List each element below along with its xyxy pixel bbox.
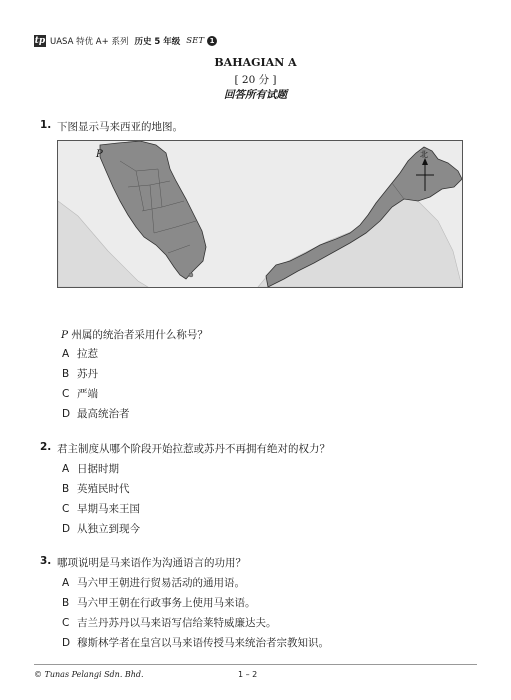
question-number: 3. (40, 555, 52, 567)
option-c[interactable]: C 早期马来王国 (62, 503, 140, 515)
section-title: BAHAGIAN A (214, 56, 297, 69)
state-reference: P (61, 329, 69, 341)
option-b[interactable]: B 英殖民时代 (62, 483, 130, 495)
option-a[interactable]: A 日据时期 (62, 463, 119, 475)
question-number: 1. (40, 119, 52, 131)
series-name: UASA 特优 A+ 系列 (50, 37, 129, 47)
set-number-badge: 1 (207, 36, 217, 46)
question-number: 2. (40, 441, 52, 453)
option-b[interactable]: B 马六甲王朝在行政事务上使用马来语。 (62, 597, 256, 609)
section-instruction: 回答所有试题 (224, 89, 287, 101)
option-a[interactable]: A 马六甲王朝进行贸易活动的通用语。 (62, 577, 245, 589)
page-header (34, 34, 217, 48)
state-p-label: P (96, 149, 103, 160)
question-1-subtext: P 州属的统治者采用什么称号？ (61, 329, 208, 341)
set-label: SET (186, 36, 204, 46)
malaysia-map (57, 140, 463, 288)
publisher-logo-icon: tp (34, 36, 46, 46)
section-marks: [ 20 分 ] (234, 74, 277, 86)
option-d[interactable]: D 从独立到现今 (62, 523, 140, 535)
option-c[interactable]: C 严端 (62, 388, 98, 400)
question-text: 下图显示马来西亚的地图。 (57, 121, 183, 133)
question-text: 哪项说明是马来语作为沟通语言的功用？ (57, 557, 246, 569)
option-c[interactable]: C 吉兰丹苏丹以马来语写信给莱特威廉达夫。 (62, 617, 277, 629)
option-a[interactable]: A 拉惹 (62, 348, 98, 360)
north-label: 北 (420, 150, 428, 159)
option-d[interactable]: D 穆斯林学者在皇宫以马来语传授马来统治者宗教知识。 (62, 637, 329, 649)
option-d[interactable]: D 最高统治者 (62, 408, 130, 420)
page-number: 1 – 2 (238, 670, 258, 679)
copyright-text: © Tunas Pelangi Sdn. Bhd. (34, 670, 144, 679)
footer-divider (34, 664, 477, 665)
subject-label: 历史 5 年级 (134, 37, 181, 47)
question-text: 君主制度从哪个阶段开始拉惹或苏丹不再拥有绝对的权力？ (57, 443, 330, 455)
option-b[interactable]: B 苏丹 (62, 368, 98, 380)
